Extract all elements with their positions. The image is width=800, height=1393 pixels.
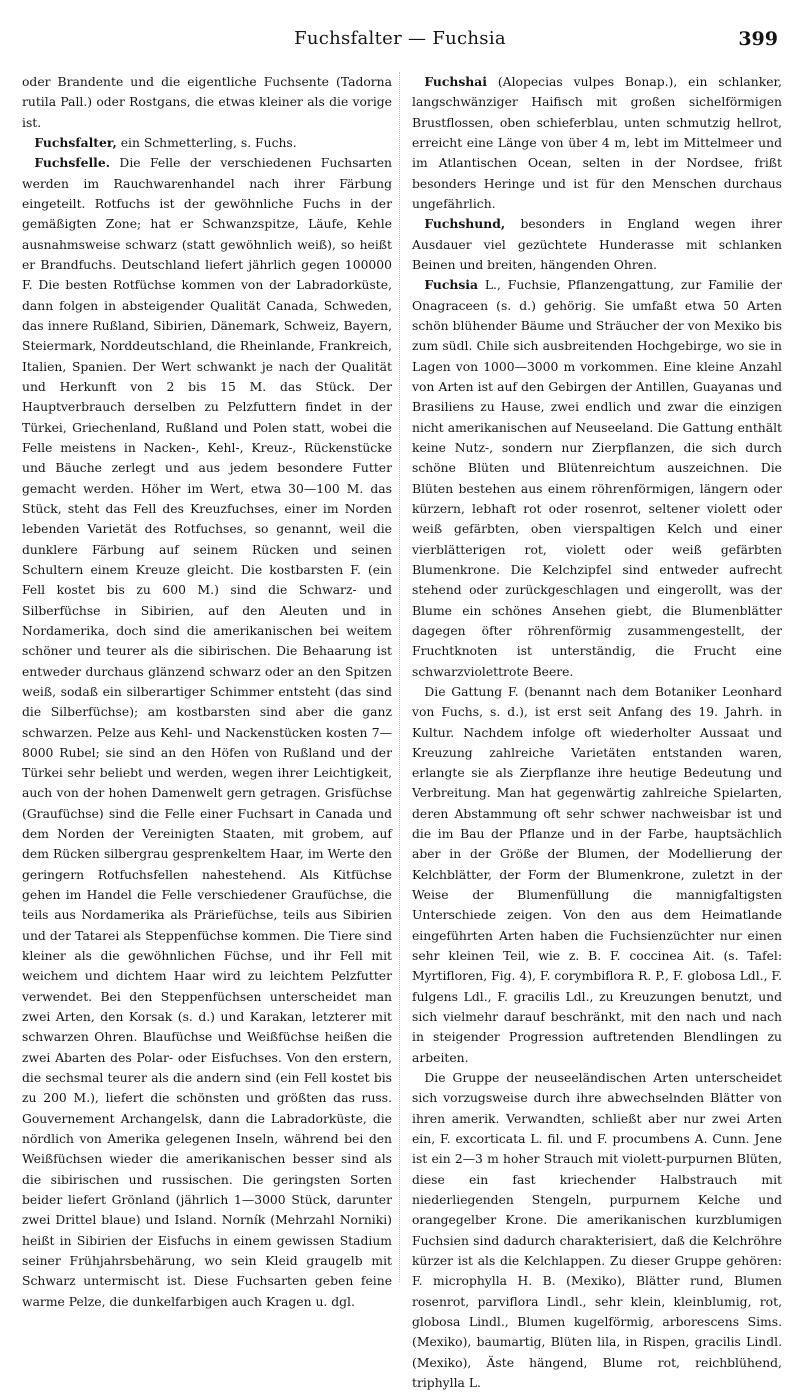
entry-fuchsfelle (22, 153, 392, 1312)
entry-fuchshund (412, 214, 782, 275)
entry-body: (Alopecias vulpes Bonap.), ein schlanker, langschwänziger Haifisch mit großen sichelförmigen Brustflossen, oben schieferblau, unten schmutzig hellrot, erreicht eine Länge von über 4 m, lebt im Mittelmeer und im Atlantischen Ocean, selten in der Nordsee, frißt besonders Heringe und ist für den Menschen durchaus ungefährlich. (412, 75, 782, 211)
right-column (412, 72, 782, 1393)
entry-fuchsia (412, 275, 782, 682)
page-number: 399 (738, 28, 778, 50)
left-column (22, 72, 392, 1312)
running-header (0, 28, 800, 54)
entry-headword: Fuchsia (424, 277, 478, 293)
entry-body: L., Fuchsie, Pflanzengattung, zur Familie der Onagraceen (s. d.) gehörig. Sie umfaßt etwa 50 Arten schön blühender Bäume und Sträucher der von Mexiko bis zum südl. Chile sich ausbreitenden Hochgebirge, wo sie in Lagen von 1000—3000 m vorkommen. Eine kleine Anzahl von Arten ist auf den Gebirgen der Antillen, Guayanas und Brasiliens zu Hause, zwei endlich und zwar die einzigen nicht amerikanischen auf Neuseeland. Die Gattung enthält keine Nutz-, sondern nur Zierpflanzen, die sich durch schöne Blüten und Blütenreichtum auszeichnen. Die Blüten bestehen aus einem röhrenförmigen, längern oder kürzern, lebhaft rot oder rosenrot, seltener violett oder weiß gefärbten, oben vierspaltigen Kelch und einer vierblätterigen rot, violett oder weiß gefärbten Blumenkrone. Die Kelchzipfel sind entweder aufrecht stehend oder zurückgeschlagen und eingerollt, was der Blume ein schönes Ansehen giebt, die Blumenblätter dagegen öfter röhrenförmig zusammengestellt, der Fruchtknoten ist unterständig, die Frucht eine schwarzviolettrote Beere. (412, 278, 782, 679)
entry-headword: Fuchshai (424, 74, 487, 89)
entry-fuchsfalter (22, 133, 392, 153)
entry-headword: Fuchsfelle. (34, 155, 110, 171)
entry-continuation: oder Brandente und die eigentliche Fuchsente (Tadorna rutila Pall.) oder Rostgans, die etwas kleiner als die vorige ist. (22, 75, 392, 130)
entry-body: Die Felle der verschiedenen Fuchsarten werden im Rauchwarenhandel nach ihrer Färbung eingeteilt. Rotfuchs ist der gewöhnliche Fuchs in der gemäßigten Zone; hat er Schwanzspitze, Läufe, Kehle ausnahmsweise schwarz (statt gewöhnlich weiß), so heißt er Brandfuchs. Deutschland liefert jährlich gegen 100000 F. Die besten Rotfüchse kommen von der Labradorküste, dann folgen in absteigender Qualität Canada, Schweden, das innere Rußland, Sibirien, Dänemark, Schweiz, Bayern, Steiermark, Norddeutschland, die Rheinlande, Frankreich, Italien, Spanien. Der Wert schwankt je nach der Qualität und Herkunft von 2 bis 15 M. das Stück. Der Hauptverbrauch derselben zu Pelzfuttern findet in der Türkei, Griechenland, Rußland und Polen statt, wobei die Felle meistens in Nacken-, Kehl-, Kreuz-, Rückenstücke und Bäuche zerlegt und aus jedem besondere Futter gemacht werden. Höher im Wert, etwa 30—100 M. das Stück, steht das Fell des Kreuzfuchses, einer im Norden lebenden Varietät des Rotfuchses, so genannt, weil die dunklere Färbung auf seinem Rücken und seinen Schultern einem Kreuze gleicht. Die kostbarsten F. (ein Fell kostet bis zu 600 M.) sind die Schwarz- und Silberfüchse in Sibirien, auf den Aleuten und in Nordamerika, doch sind die amerikanischen bei weitem schöner und teurer als die sibirischen. Die Behaarung ist entweder durchaus glänzend schwarz oder an den Spitzen weiß, sodaß ein silberartiger Schimmer entsteht (das sind die Silberfüchse); am kostbarsten sind aber die ganz schwarzen. Pelze aus Kehl- und Nackenstücken kosten 7—8000 Rubel; sie sind an den Höfen von Rußland und der Türkei sehr beliebt und werden, wegen ihrer Leichtigkeit, auch von der hohen Damenwelt gern getragen. Grisfüchse (Graufüchse) sind die Felle einer Fuchsart in Canada und dem Norden der Vereinigten Staaten, mit grobem, auf dem Rücken silbergrau gesprenkeltem Haar, im Werte den geringern Rotfuchsfellen nahestehend. Als Kitfüchse gehen im Handel die Felle verschiedener Graufüchse, die teils aus Nordamerika als Präriefüchse, teils aus Sibirien und der Tatarei als Steppenfüchse kommen. Die Tiere sind kleiner als die gewöhnlichen Füchse, und ihr Fell mit weichem und dichtem Haar wird zu leichtem Pelzfutter verwendet. Bei den Steppenfüchsen unterscheidet man zwei Arten, den Korsak (s. d.) und Karakan, letzterer mit schwarzen Ohren. Blaufüchse und Weißfüchse heißen die zwei Abarten des Polar- oder Eisfuchses. Von den erstern, die sechsmal teurer als die andern sind (ein Fell kostet bis zu 200 M.), liefert die schönsten und größten das russ. Gouvernement Archangelsk, dann die Labradorküste, die nördlich von Amerika gelegenen Inseln, während bei den Weißfüchsen wieder die amerikanischen besser sind als die sibirischen und russischen. Die geringsten Sorten beider liefert Grönland (jährlich 1—3000 Stück, darunter zwei Drittel blaue) und Island. Norník (Mehrzahl Norniki) heißt in Sibirien der Eisfuchs in einem gewissen Stadium seiner Frühjahrsbehärung, wo sein Kleid graugelb mit Schwarz untermischt ist. Diese Fuchsarten geben feine warme Pelze, die dunkelfarbigen auch Kragen u. dgl. (22, 156, 392, 1309)
entry-headword: Fuchsfalter, (34, 134, 117, 150)
entry-body: besonders in England wegen ihrer Ausdauer viel gezüchtete Hunderasse mit schlanken Beinen und breiten, hängenden Ohren. (412, 217, 782, 272)
paragraph: Die Gruppe der neuseeländischen Arten unterscheidet sich vorzugsweise durch ihre abwechselnden Blätter von ihren amerik. Verwandten, schließt aber nur zwei Arten ein, F. excorticata L. fil. und F. procumbens A. Cunn. Jene ist ein 2—3 m hoher Strauch mit violett-purpurnen Blüten, diese ein fast kriechender Halbstrauch mit niederliegenden Stengeln, purpurnem Kelche und orangegelber Krone. Die amerikanischen kurzblumigen Fuchsien sind dadurch charakterisiert, daß die Kelchröhre kürzer ist als die Kelchlappen. Zu dieser Gruppe gehören: F. microphylla H. B. (Mexiko), Blätter rund, Blumen rosenrot, parviflora Lindl., sehr klein, kleinblumig, rot, globosa Lindl., Blumen kugelförmig, arborescens Sims. (Mexiko), baumartig, Blüten lila, in Rispen, gracilis Lindl. (Mexiko), Äste hängend, Blume rot, reichblühend, triphylla L. (412, 1071, 782, 1390)
page-title: Fuchsfalter — Fuchsia (294, 28, 506, 49)
entry-body: ein Schmetterling, s. Fuchs. (116, 135, 297, 150)
entry-headword: Fuchshund, (424, 216, 506, 232)
paragraph: Die Gattung F. (benannt nach dem Botaniker Leonhard von Fuchs, s. d.), ist erst seit Anfang des 19. Jahrh. in Kultur. Nachdem infolge oft wiederholter Aussaat und Kreuzung zahlreiche Varietäten entstanden waren, erlangte sie als Zierpflanze ihre heutige Bedeutung und Verbreitung. Man hat gegenwärtig zahlreiche Spielarten, deren Abstammung oft sehr schwer nachweisbar ist und die im Bau der Pflanze und in der Farbe, hauptsächlich aber in der Größe der Blumen, der Modellierung der Kelchblätter, der Form der Blumenkrone, zuletzt in der Weise der Blumenfüllung die mannigfaltigsten Unterschiede zeigen. Von den aus dem Heimatlande eingeführten Arten haben die Fuchsienzüchter nur einen sehr kleinen Teil, wie z. B. F. coccinea Ait. (s. Tafel: Myrtifloren, Fig. 4), F. corymbiflora R. P., F. globosa Ldl., F. fulgens Ldl., F. gracilis Ldl., zu Kreuzungen benutzt, und sich vielmehr darauf beschränkt, mit den nach und nach in steigender Progression auftretenden Blendlingen zu arbeiten. (412, 684, 782, 1065)
column-divider (399, 72, 400, 1282)
entry-fuchshai (412, 72, 782, 214)
